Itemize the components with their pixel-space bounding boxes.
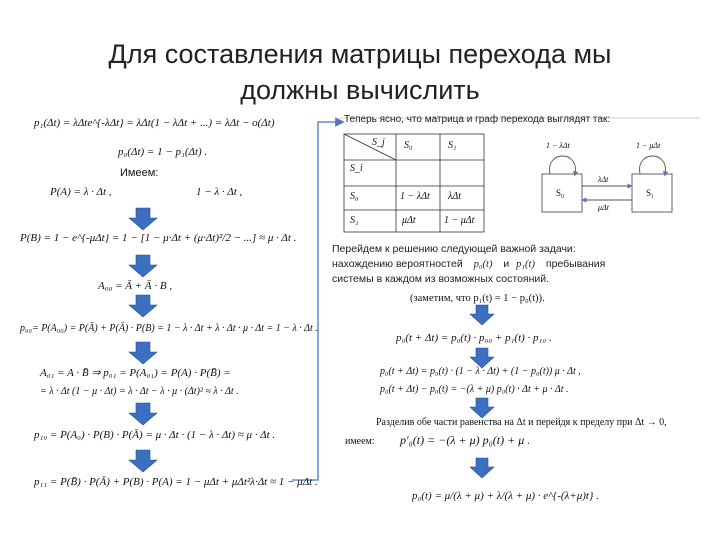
divide-note: Разделив обе части равенства на Δt и перейдя к пределу при Δt → 0,	[376, 417, 667, 428]
task-and: и	[503, 258, 510, 270]
table-row-s1: S₁	[350, 215, 359, 226]
eq-a00: A₀₀ = Ā + Ā · B ,	[98, 280, 173, 292]
eq-p10: p₁₀ = P(A₀) · P(B) · P(Ā) = μ · Δt · (1 − λ · Δt) ≈ μ · Δt .	[34, 429, 276, 441]
matrix-header: Теперь ясно, что матрица и граф перехода выглядят так:	[344, 114, 611, 125]
eq-p0: p₀(Δt) = 1 − p₁(Δt) .	[118, 146, 208, 158]
down-arrow-icon	[129, 208, 157, 230]
eq-pb: P(B) = 1 − e^{-μΔt} = 1 − [1 − μ·Δt + (μ·Δt)²/2 − ...] ≈ μ · Δt .	[20, 232, 297, 244]
p0-symbol: p₀(t)	[473, 259, 493, 270]
down-arrow-icon	[470, 348, 494, 368]
connector-line	[292, 122, 340, 480]
down-arrow-icon	[129, 450, 157, 472]
rate-backward: μΔt	[598, 203, 609, 212]
rate-forward: λΔt	[598, 175, 609, 184]
task-line-2	[332, 257, 605, 272]
task-stay: пребывания	[545, 258, 606, 270]
title-line-2: должны вычислить	[240, 75, 480, 105]
down-arrow-icon	[470, 305, 494, 325]
task-line-1: Перейдем к решению следующей важной задачи:	[332, 243, 576, 255]
down-arrow-icon	[129, 403, 157, 425]
table-corner-top: S_j	[372, 137, 385, 148]
down-arrow-icon	[129, 255, 157, 277]
eq-r2: p₀(t + Δt) = p₀(t) · (1 − λ · Δt) + (1 − p₀(t)) μ · Δt ,	[380, 366, 581, 377]
eq-r4: p′₀(t) = −(λ + μ) p₀(t) + μ .	[400, 433, 531, 447]
state-s0: S₀	[556, 188, 565, 198]
label-imeem: Имеем:	[120, 167, 159, 179]
table-corner-bottom: S_i	[350, 163, 363, 174]
task-text: нахождению вероятностей	[332, 258, 463, 270]
eq-r1: p₀(t + Δt) = p₀(t) · p₀₀ + p₁(t) · p₁₀ .	[396, 332, 552, 344]
eq-r5: p₀(t) = μ/(λ + μ) + λ/(λ + μ) · e^{-(λ+μ)t} .	[412, 490, 599, 502]
eq-pa: P(A) = λ · Δt ,	[50, 186, 112, 198]
eq-p1: p₁(Δt) = λΔte^{-λΔt} = λΔt(1 − λΔt + ...) = λΔt − o(Δt)	[34, 117, 275, 129]
down-arrow-icon	[129, 342, 157, 364]
down-arrow-icon	[470, 398, 494, 418]
table-cell-00: 1 − λΔt	[400, 191, 430, 202]
table-cell-01: λΔt	[448, 191, 461, 202]
table-cell-11: 1 − μΔt	[444, 215, 475, 226]
eq-a01-cont: = λ · Δt (1 − μ · Δt) = λ · Δt − λ · μ · (Δt)² ≈ λ · Δt .	[40, 386, 239, 397]
down-arrow-icon	[129, 295, 157, 317]
table-col-s0: S₀	[404, 140, 413, 151]
eq-pabar: 1 − λ · Δt ,	[196, 186, 243, 198]
table-row-s0: S₀	[350, 191, 359, 202]
eq-r3: p₀(t + Δt) − p₀(t) = −(λ + μ) p₀(t) · Δt + μ · Δt .	[380, 384, 569, 395]
title-line-1: Для составления матрицы перехода мы	[108, 39, 612, 69]
down-arrow-icon	[470, 458, 494, 478]
eq-p11: p₁₁ = P(B̄) · P(Ā) + P(B) · P(A) = 1 − μΔt + μΔt²λ·Δt ≈ 1 − μΔt .	[34, 476, 318, 488]
state-s1: S₁	[646, 188, 655, 198]
eq-p00: p₀₀= P(A₀₀) = P(Ā) + P(Ā) · P(B) = 1 − λ · Δt + λ · Δt · μ · Δt = 1 − λ · Δt .	[20, 323, 318, 334]
task-line-3: системы в каждом из возможных состояний.	[332, 273, 550, 285]
loop-label-s0: 1 − λΔt	[546, 141, 570, 150]
note-p1: (заметим, что p₁(t) = 1 − p₀(t)).	[410, 293, 545, 304]
table-cell-10: μΔt	[402, 215, 416, 226]
p1-symbol: p₁(t)	[516, 259, 535, 270]
eq-a01: A₀₁ = A · B̄ ⇒ p₀₁ = P(A₀₁) = P(A) · P(B̄) =	[40, 367, 231, 379]
obtain-label: имеем:	[345, 436, 375, 447]
loop-label-s1: 1 − μΔt	[636, 141, 661, 150]
table-col-s1: S₁	[448, 140, 457, 151]
